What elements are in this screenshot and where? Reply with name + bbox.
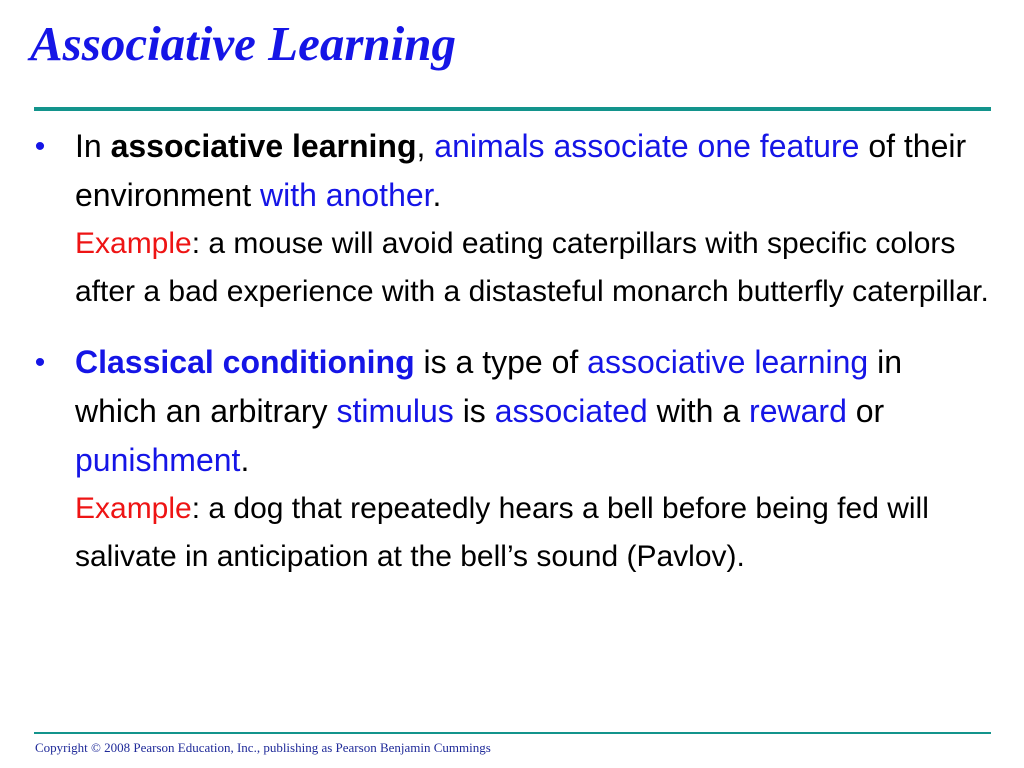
- bullet2-main: Classical conditioning is a type of associative learning in which an arbitrary stimulus is associated with a reward or punishment.: [75, 344, 902, 478]
- bullet-associative-learning: [30, 122, 990, 316]
- highlight-stimulus: stimulus: [336, 393, 454, 429]
- slide-title: Associative Learning: [30, 16, 457, 71]
- bullet-classical-conditioning: [30, 338, 990, 581]
- highlight-with-another: with another: [259, 177, 433, 213]
- example-label: Example: [75, 227, 192, 260]
- highlight-punishment: punishment: [75, 442, 241, 478]
- bullet-dot-icon: •: [34, 130, 46, 163]
- example-text: : a dog that repeatedly hears a bell before being fed will salivate in anticipation at the bell’s sound (Pavlov).: [75, 492, 929, 573]
- term-associative-learning: associative learning: [110, 128, 417, 164]
- title-divider: [34, 107, 991, 111]
- example-mouse: [75, 220, 990, 316]
- copyright-footer: Copyright © 2008 Pearson Education, Inc., publishing as Pearson Benjamin Cummings: [35, 740, 491, 755]
- highlight-reward: reward: [749, 393, 847, 429]
- example-dog: [75, 485, 990, 581]
- term-classical-conditioning: Classical conditioning: [75, 344, 415, 380]
- footer-divider: [34, 732, 991, 734]
- bullet1-main: In associative learning, animals associate one feature of their environment with another.: [75, 128, 967, 213]
- example-text: : a mouse will avoid eating caterpillars with specific colors after a bad experience with a distasteful monarch butterfly caterpillar.: [75, 227, 989, 308]
- bullet-list: [30, 122, 990, 581]
- highlight-associative-learning: associative learning: [587, 344, 869, 380]
- highlight-associated: associated: [494, 393, 648, 429]
- bullet-dot-icon: •: [34, 346, 46, 379]
- example-label: Example: [75, 492, 192, 525]
- highlight-animals-associate: animals associate one feature: [434, 128, 860, 164]
